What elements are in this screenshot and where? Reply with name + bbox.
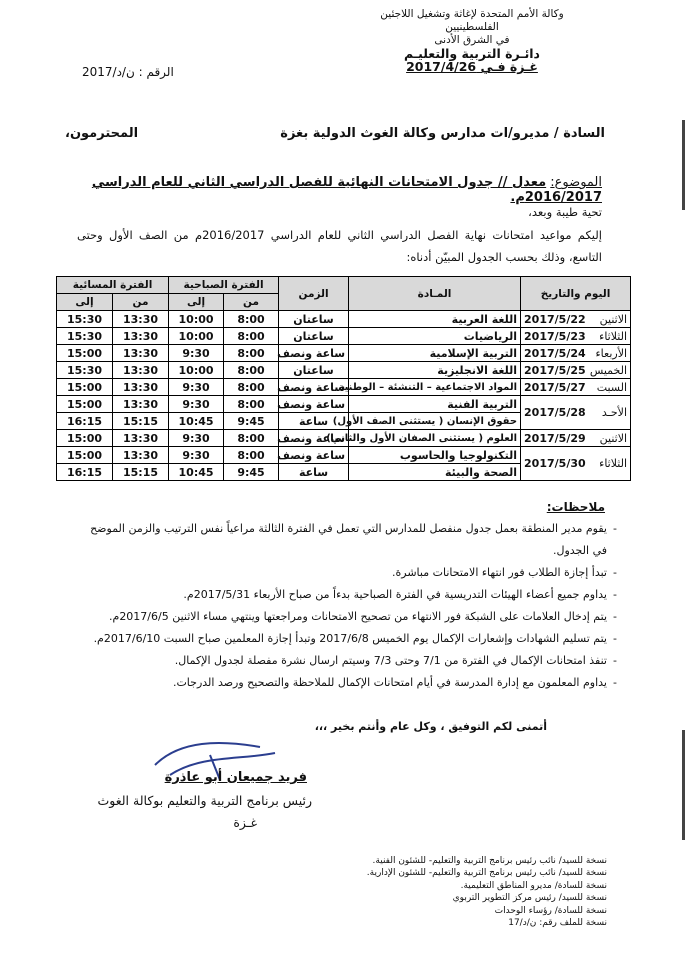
evening-to-cell: 15:30 bbox=[57, 311, 113, 328]
morning-from-cell: 8:00 bbox=[224, 345, 279, 362]
day-date-cell bbox=[521, 311, 631, 328]
evening-to-cell: 15:00 bbox=[57, 430, 113, 447]
duration-cell: ساعة ونصف bbox=[279, 379, 349, 396]
subject-cell: التكنولوجيا والحاسوب bbox=[349, 447, 521, 464]
table-row bbox=[57, 447, 631, 464]
evening-to-cell: 15:30 bbox=[57, 328, 113, 345]
morning-from-cell: 8:00 bbox=[224, 311, 279, 328]
subject-label: الموضوع: bbox=[550, 175, 602, 190]
place-date: غـزة فـي 2017/4/26 bbox=[406, 59, 538, 74]
morning-from-cell: 8:00 bbox=[224, 379, 279, 396]
list-item: - يقوم مدير المنطقة بعمل جدول منفصل للمدارس التي تعمل في الفترة الثالثة مراعياً نفس الترتيب والزمن الموضح في الجدول. bbox=[87, 518, 617, 562]
table-row bbox=[57, 379, 631, 396]
duration-cell: ساعة ونصف bbox=[279, 430, 349, 447]
date: 2017/5/24 bbox=[524, 346, 586, 360]
subject-text: معدل // جدول الامتحانات النهائية للفصل الدراسي الثاني للعام الدراسي 2016/2017م. bbox=[91, 175, 602, 205]
day: السبت bbox=[596, 380, 628, 394]
honorific: المحترمون، bbox=[65, 126, 139, 141]
evening-to-cell: 15:00 bbox=[57, 345, 113, 362]
evening-to-cell: 15:00 bbox=[57, 379, 113, 396]
date: 2017/5/23 bbox=[524, 329, 586, 343]
morning-from-cell: 9:45 bbox=[224, 413, 279, 430]
evening-from-cell: 13:30 bbox=[113, 328, 169, 345]
greeting: تحية طيبة وبعد، bbox=[528, 205, 602, 219]
date: 2017/5/29 bbox=[524, 431, 586, 445]
day: الاثنين bbox=[599, 312, 628, 326]
morning-from-cell: 8:00 bbox=[224, 328, 279, 345]
evening-from-cell: 13:30 bbox=[113, 379, 169, 396]
header-evening-from: من bbox=[113, 294, 169, 311]
subject-cell: الرياضيات bbox=[349, 328, 521, 345]
evening-from-cell: 13:30 bbox=[113, 311, 169, 328]
org-name: وكالة الأمم المتحدة لإغاثة وتشغيل اللاجئين الفلسطينيين bbox=[380, 8, 564, 33]
day-date-cell bbox=[521, 396, 631, 430]
day: الثلاثاء bbox=[599, 329, 628, 343]
day-date-cell bbox=[521, 430, 631, 447]
header-morning: الفترة الصباحية bbox=[169, 277, 279, 294]
duration-cell: ساعة bbox=[279, 464, 349, 481]
table-row bbox=[57, 311, 631, 328]
evening-to-cell: 16:15 bbox=[57, 413, 113, 430]
reference-number: الرقم : ن/د/2017 bbox=[82, 65, 174, 79]
duration-cell: ساعتان bbox=[279, 328, 349, 345]
table-row bbox=[57, 362, 631, 379]
list-item: نسخة للملف رقم: ن/د/17 bbox=[508, 918, 607, 929]
day-date-cell bbox=[521, 447, 631, 481]
morning-to-cell: 10:00 bbox=[169, 362, 224, 379]
list-item: - تبدأ إجازة الطلاب فور انتهاء الامتحانات مباشرة. bbox=[87, 562, 617, 584]
table-row bbox=[57, 328, 631, 345]
morning-from-cell: 8:00 bbox=[224, 396, 279, 413]
evening-from-cell: 13:30 bbox=[113, 447, 169, 464]
signatory-name: فريد جميعان أبو عاذرة bbox=[164, 770, 307, 785]
copies-list bbox=[267, 855, 607, 929]
list-item: - يتم تسليم الشهادات وإشعارات الإكمال يوم الخميس 2017/6/8 وتبدأ إجازة المعلمين صباح السبت 2017/6/10م. bbox=[87, 628, 617, 650]
header-duration: الزمن bbox=[279, 277, 349, 311]
subject-cell: التربية الفنية bbox=[349, 396, 521, 413]
date: 2017/5/22 bbox=[524, 312, 586, 326]
notes-list bbox=[87, 518, 617, 694]
list-item: - يداوم جميع أعضاء الهيئات التدريسية في الفترة الصباحية بدءاً من صباح الأربعاء 2017/5/31م. bbox=[87, 584, 617, 606]
subject-cell: العلوم ( يستثنى الصفان الأول والثاني) bbox=[349, 430, 521, 447]
subject-cell: اللغة العربية bbox=[349, 311, 521, 328]
day: الخميس bbox=[589, 363, 628, 377]
morning-from-cell: 8:00 bbox=[224, 447, 279, 464]
list-item: نسخة للسادة/ مديرو المناطق التعليمية. bbox=[460, 880, 607, 891]
table-row bbox=[57, 430, 631, 447]
morning-to-cell: 9:30 bbox=[169, 430, 224, 447]
day: الاثنين bbox=[599, 431, 628, 445]
morning-from-cell: 8:00 bbox=[224, 362, 279, 379]
duration-cell: ساعتان bbox=[279, 362, 349, 379]
subject-line bbox=[82, 175, 602, 205]
header-morning-from: من bbox=[224, 294, 279, 311]
morning-to-cell: 10:00 bbox=[169, 328, 224, 345]
duration-cell: ساعة ونصف bbox=[279, 447, 349, 464]
header-subject: المـادة bbox=[349, 277, 521, 311]
list-item: - تنفذ امتحانات الإكمال في الفترة من 7/1 وحتى 7/3 وسيتم ارسال نشرة مفصلة لجدول الإكمال. bbox=[87, 650, 617, 672]
table-header-row bbox=[57, 277, 631, 294]
header-morning-to: إلى bbox=[169, 294, 224, 311]
date: 2017/5/30 bbox=[524, 457, 586, 470]
addressee-line bbox=[65, 126, 605, 141]
morning-to-cell: 9:30 bbox=[169, 447, 224, 464]
notes-title: ملاحظات: bbox=[546, 500, 605, 514]
date: 2017/5/27 bbox=[524, 380, 586, 394]
day-date-cell bbox=[521, 345, 631, 362]
list-item: نسخة للسيد/ نائب رئيس برنامج التربية والتعليم- للشئون الإدارية. bbox=[366, 868, 607, 879]
evening-from-cell: 15:15 bbox=[113, 413, 169, 430]
org-region: في الشرق الأدنى bbox=[434, 34, 510, 46]
duration-cell: ساعة ونصف bbox=[279, 345, 349, 362]
morning-from-cell: 8:00 bbox=[224, 430, 279, 447]
subject-cell: اللغة الانجليزية bbox=[349, 362, 521, 379]
organization-header bbox=[357, 8, 587, 73]
header-evening-to: إلى bbox=[57, 294, 113, 311]
day-date-cell bbox=[521, 379, 631, 396]
evening-from-cell: 13:30 bbox=[113, 396, 169, 413]
day: الأحـد bbox=[601, 406, 628, 419]
morning-to-cell: 9:30 bbox=[169, 345, 224, 362]
subject-cell: المواد الاجتماعية – التنشئة – الوطنية bbox=[349, 379, 521, 396]
duration-cell: ساعة ونصف bbox=[279, 396, 349, 413]
list-item: - يتم إدخال العلامات على الشبكة فور الانتهاء من تصحيح الامتحانات ومراجعتها وينتهي مساء الاثنين 2017/6/5م. bbox=[87, 606, 617, 628]
morning-to-cell: 9:30 bbox=[169, 379, 224, 396]
evening-to-cell: 15:30 bbox=[57, 362, 113, 379]
list-item: - يداوم المعلمون مع إدارة المدرسة في أيام امتحانات الإكمال للملاحظة والتصحيح ورصد الدرجات. bbox=[87, 672, 617, 694]
evening-to-cell: 15:00 bbox=[57, 447, 113, 464]
evening-to-cell: 15:00 bbox=[57, 396, 113, 413]
subject-cell: التربية الإسلامية bbox=[349, 345, 521, 362]
morning-to-cell: 10:00 bbox=[169, 311, 224, 328]
date: 2017/5/28 bbox=[524, 406, 586, 419]
day: الأربعاء bbox=[595, 346, 628, 360]
day-date-cell bbox=[521, 328, 631, 345]
morning-from-cell: 9:45 bbox=[224, 464, 279, 481]
subject-cell: حقوق الإنسان ( يستثنى الصف الأول) bbox=[349, 413, 521, 430]
intro-paragraph: إليكم مواعيد امتحانات نهاية الفصل الدراسي الثاني للعام الدراسي 2016/2017م من الصف الأول وحتى التاسع، وذلك بحسب الجدول المبيّن أدناه: bbox=[77, 228, 602, 264]
header-evening: الفترة المسائية bbox=[57, 277, 169, 294]
table-row bbox=[57, 345, 631, 362]
exam-schedule-table bbox=[56, 276, 631, 481]
evening-from-cell: 15:15 bbox=[113, 464, 169, 481]
list-item: نسخة للسيد/ رئيس مركز التطوير التربوي bbox=[452, 893, 607, 904]
closing-line: أتمنى لكم التوفيق ، وكل عام وأنتم بخير ،،، bbox=[314, 720, 547, 733]
morning-to-cell: 9:30 bbox=[169, 396, 224, 413]
signatory-city: غـزة bbox=[233, 815, 257, 830]
day: الثلاثاء bbox=[599, 457, 628, 470]
department-name: دائـرة التربية والتعليـم bbox=[404, 46, 540, 61]
scan-edge-mark bbox=[682, 730, 685, 840]
morning-to-cell: 10:45 bbox=[169, 413, 224, 430]
header-day-date: اليوم والتاريخ bbox=[521, 277, 631, 311]
day-date-cell bbox=[521, 362, 631, 379]
subject-cell: الصحة والبيئة bbox=[349, 464, 521, 481]
duration-cell: ساعة bbox=[279, 413, 349, 430]
evening-from-cell: 13:30 bbox=[113, 345, 169, 362]
addressee-to: السادة / مديرو/ات مدارس وكالة الغوث الدولية بغزة bbox=[280, 126, 605, 141]
scan-edge-mark bbox=[682, 120, 685, 210]
list-item: نسخة للسادة/ رؤساء الوحدات bbox=[494, 905, 607, 916]
duration-cell: ساعتان bbox=[279, 311, 349, 328]
date: 2017/5/25 bbox=[524, 363, 586, 377]
evening-from-cell: 13:30 bbox=[113, 362, 169, 379]
signatory-title: رئيس برنامج التربية والتعليم بوكالة الغوث bbox=[97, 793, 312, 808]
list-item: نسخة للسيد/ نائب رئيس برنامج التربية والتعليم- للشئون الفنية. bbox=[372, 856, 607, 866]
evening-from-cell: 13:30 bbox=[113, 430, 169, 447]
evening-to-cell: 16:15 bbox=[57, 464, 113, 481]
morning-to-cell: 10:45 bbox=[169, 464, 224, 481]
table-row bbox=[57, 396, 631, 413]
